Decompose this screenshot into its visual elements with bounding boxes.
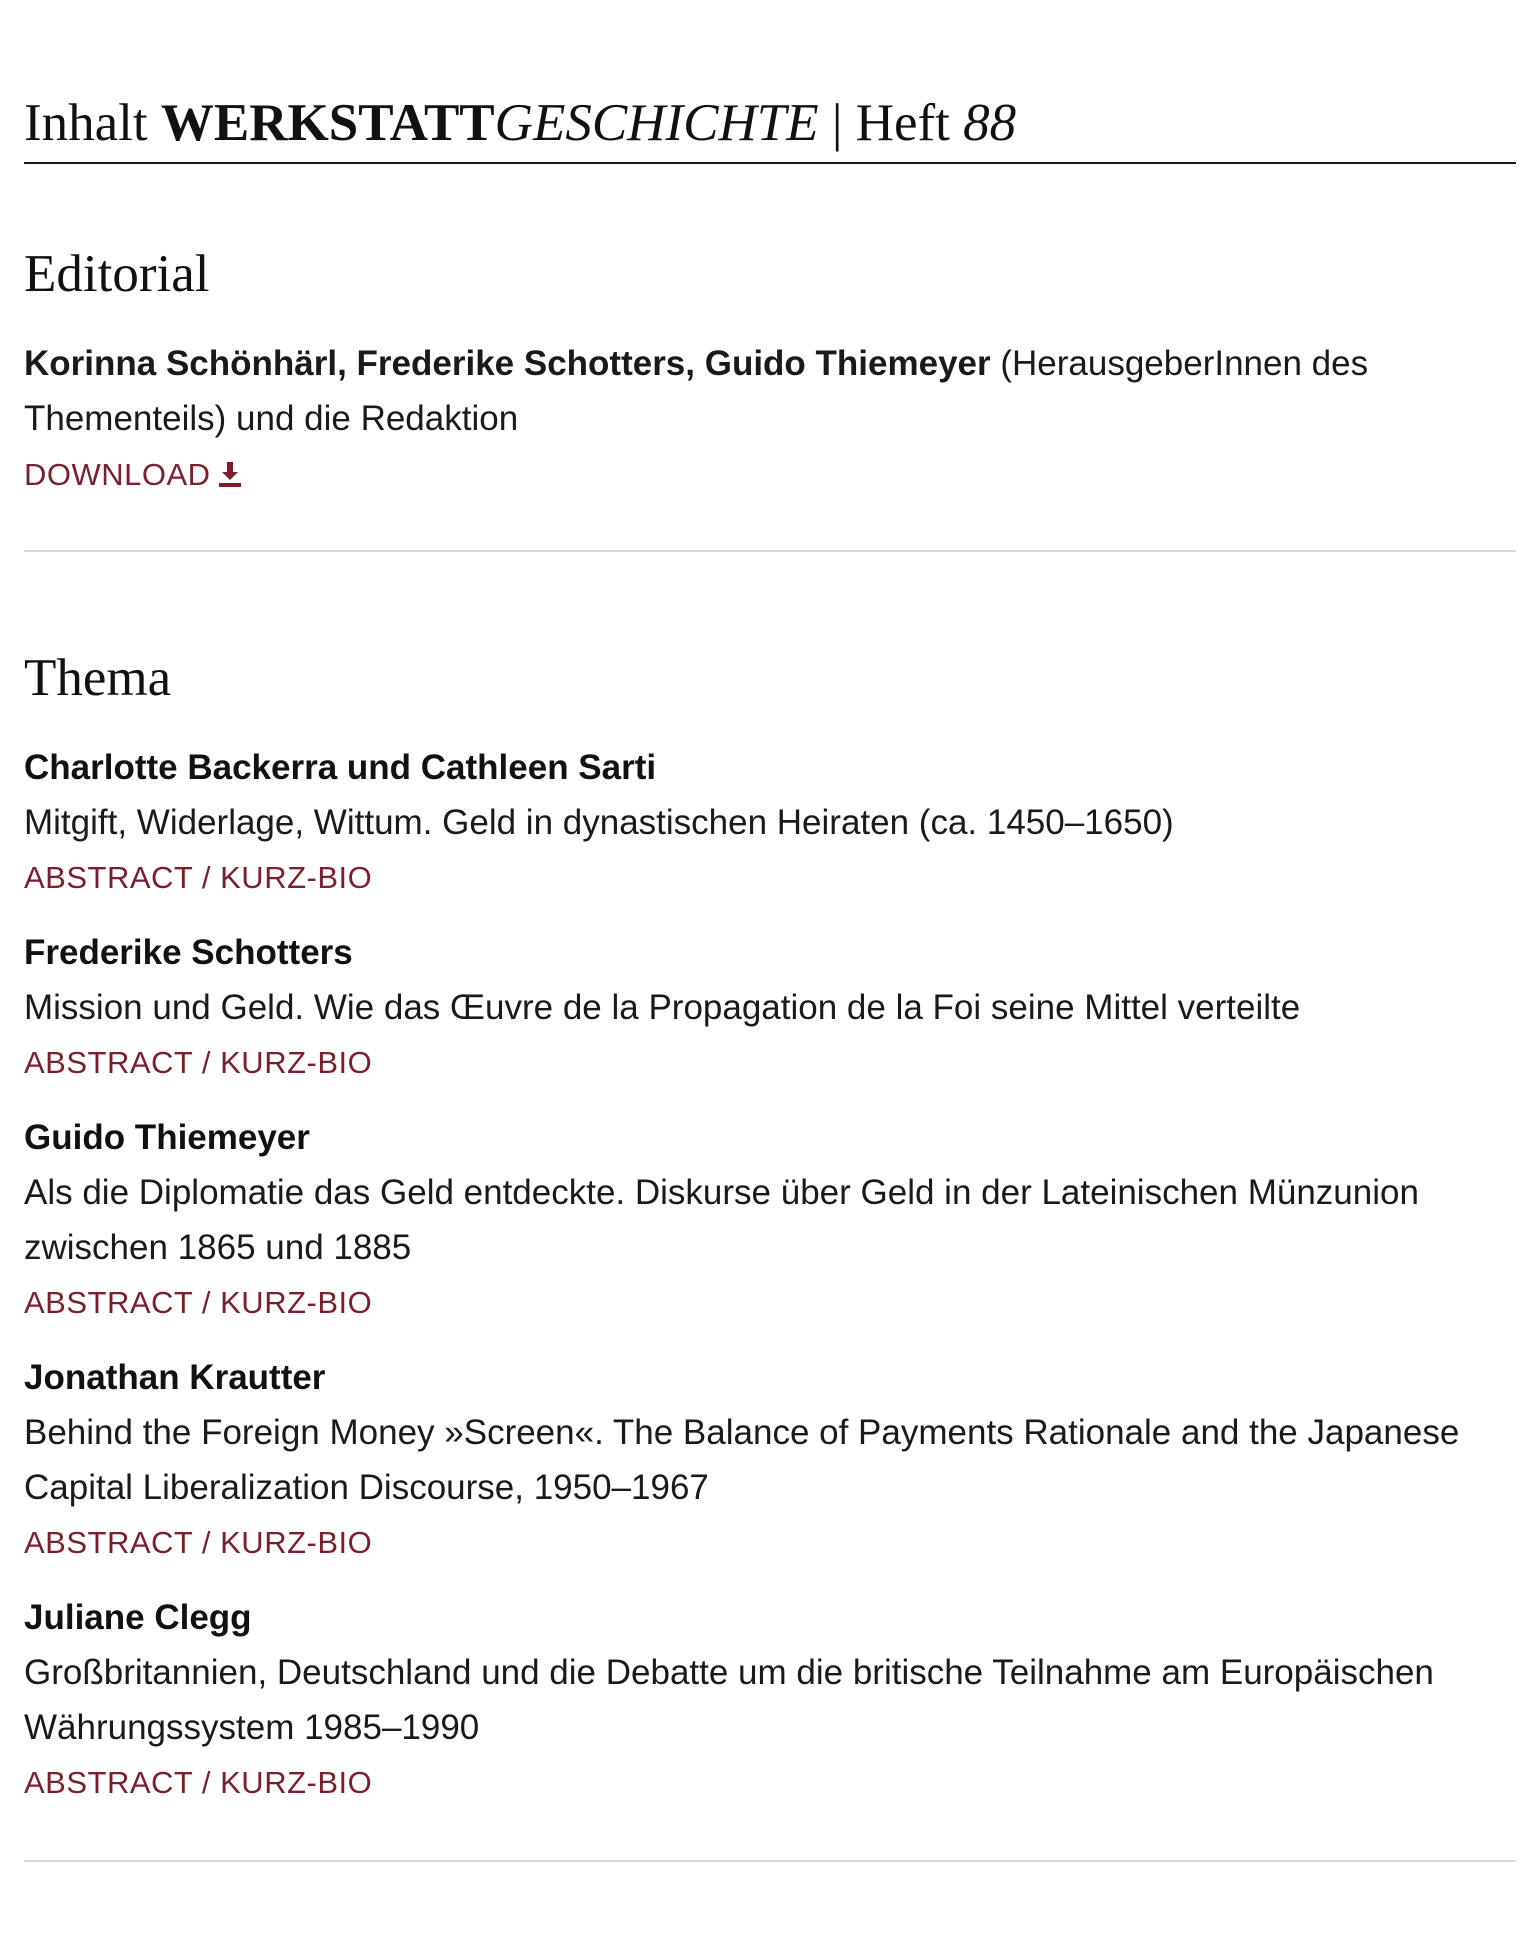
article-list (24, 740, 1516, 1810)
article-author: Charlotte Backerra und Cathleen Sarti (24, 748, 657, 787)
abstract-bio-link[interactable]: ABSTRACT / KURZ-BIO (24, 860, 373, 895)
article-item (24, 925, 1516, 1090)
article-author: Frederike Schotters (24, 933, 353, 972)
download-row (24, 447, 1516, 502)
download-link[interactable] (24, 447, 243, 502)
article-title: Behind the Foreign Money »Screen«. The Balance of Payments Rationale and the Japanese Capital Liberalization Discourse, 1950–1967 (24, 1413, 1460, 1507)
abstract-bio-link[interactable]: ABSTRACT / KURZ-BIO (24, 1045, 373, 1080)
abstract-bio-link[interactable]: ABSTRACT / KURZ-BIO (24, 1525, 373, 1560)
abstract-bio-link[interactable]: ABSTRACT / KURZ-BIO (24, 1285, 373, 1320)
issue-number: 88 (963, 94, 1017, 152)
article-author: Juliane Clegg (24, 1598, 252, 1637)
journal-name-bold: WERKSTATT (160, 94, 495, 152)
thema-section (24, 552, 1516, 1810)
download-label: DOWNLOAD (24, 457, 211, 492)
article-title: Großbritannien, Deutschland und die Debatte um die britische Teilnahme am Europäischen Währungssystem 1985–1990 (24, 1653, 1434, 1747)
article-item (24, 740, 1516, 905)
page-title (24, 0, 1516, 164)
abstract-bio-link[interactable]: ABSTRACT / KURZ-BIO (24, 1765, 373, 1800)
download-icon (217, 460, 243, 488)
article-author: Jonathan Krautter (24, 1358, 326, 1397)
section-divider (24, 1860, 1516, 1862)
article-title: Als die Diplomatie das Geld entdeckte. Diskurse über Geld in der Lateinischen Münzunion zwischen 1865 und 1885 (24, 1173, 1419, 1267)
article-author: Guido Thiemeyer (24, 1118, 310, 1157)
article-title: Mission und Geld. Wie das Œuvre de la Propagation de la Foi seine Mittel verteilte (24, 988, 1301, 1027)
article-item (24, 1590, 1516, 1810)
editorial-authors (24, 336, 1516, 446)
editorial-heading: Editorial (24, 245, 210, 303)
title-separator: | Heft (818, 94, 964, 152)
title-prefix: Inhalt (24, 94, 161, 152)
editorial-author-names: Korinna Schönhärl, Frederike Schotters, Guido Thiemeyer (24, 344, 991, 383)
article-item (24, 1110, 1516, 1330)
editorial-section (24, 164, 1516, 502)
thema-heading: Thema (24, 649, 172, 707)
editorial-authors-note: (HerausgeberInnen des Thementeils) und die Redaktion (24, 344, 1369, 438)
content-page (24, 0, 1516, 1862)
journal-name-italic: GESCHICHTE (494, 94, 819, 152)
article-item (24, 1350, 1516, 1570)
article-title: Mitgift, Widerlage, Wittum. Geld in dynastischen Heiraten (ca. 1450–1650) (24, 803, 1174, 842)
